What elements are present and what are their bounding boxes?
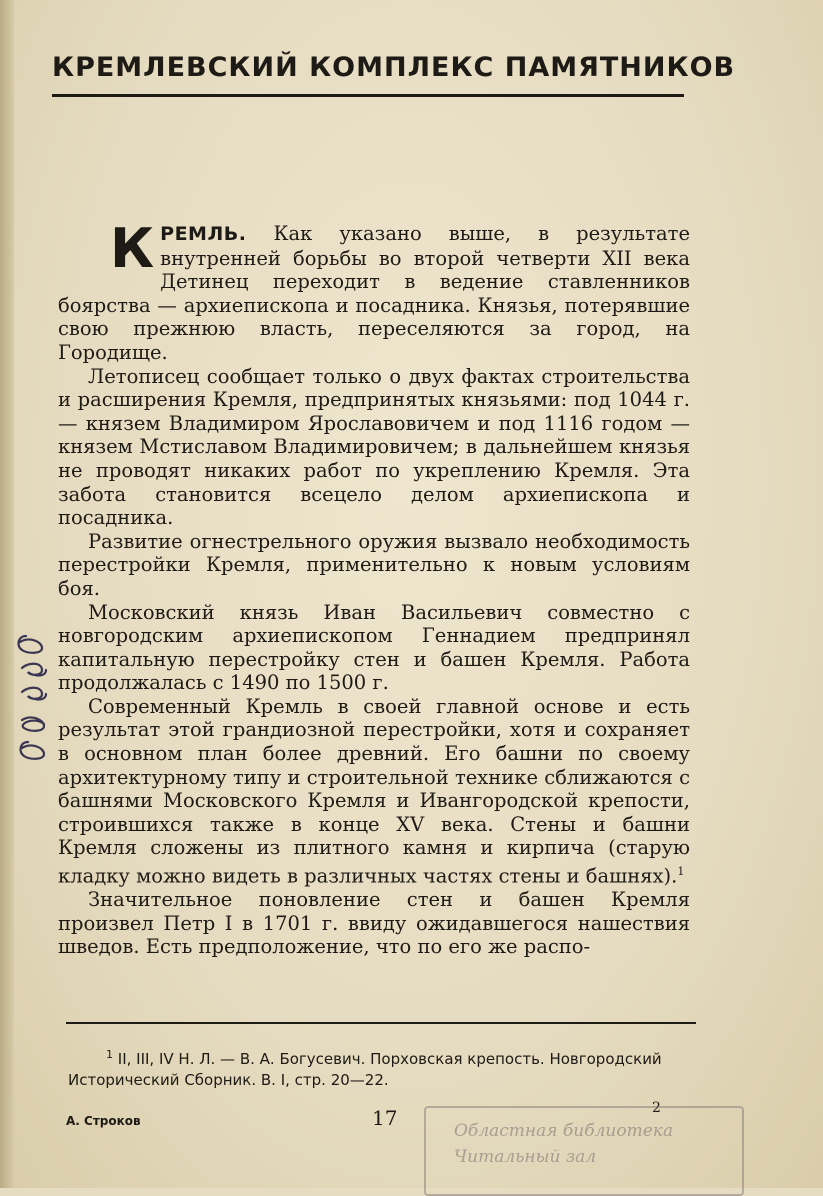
footnote-rule — [66, 1022, 696, 1024]
stamp-line-2: Читальный зал — [454, 1147, 597, 1167]
handwritten-inventory-number — [8, 632, 58, 772]
page-number: 17 — [372, 1106, 398, 1130]
paragraph-5-text: Современный Кремль в своей главной основе и есть результат этой грандиозной перестройки, хотя и сохраняет в основном план более древний. Его башни по своему архитектурному типу и строительной технике сближаются с башнями Московского Кремля и Ивангородской крепости, строившихся также в конце XV века. Стены и башни Кремля сложены из плитного камня и кирпича (старую кладку можно видеть в различных частях стены и башнях). — [58, 694, 690, 888]
dropcap-letter: К — [110, 217, 155, 280]
signature-mark: 2 — [652, 1100, 661, 1116]
paragraph-6: Значительное поновление стен и башен Кремля произвел Петр I в 1701 г. ввиду ожидавшегося нашествия шведов. Есть предположение, что по его же распо- — [58, 888, 690, 959]
chapter-header: КРЕМЛЕВСКИЙ КОМПЛЕКС ПАМЯТНИКОВ — [52, 52, 736, 83]
stamp-line-1: Областная библиотека — [454, 1121, 674, 1141]
paragraph-1 — [58, 217, 690, 365]
page-edge-shadow — [0, 0, 14, 1188]
main-text — [58, 217, 690, 959]
header-rule — [52, 94, 684, 97]
paragraph-4: Московский князь Иван Васильевич совместно с новгородским архиепископом Геннадием предпринял капитальную перестройку стен и башен Кремля. Работа продолжалась с 1490 по 1500 г. — [58, 600, 690, 695]
footnote-mark: 1 — [106, 1048, 113, 1061]
paragraph-2: Летописец сообщает только о двух фактах строительства и расширения Кремля, предпринятых князьями: под 1044 г. — князем Владимиром Ярославовичем и под 1116 годом — князем Мстиславом Владимировичем; в дальнейшем князья не проводят никаких работ по укреплению Кремля. Эта забота становится всецело делом архиепископа и посадника. — [58, 364, 690, 530]
paragraph-3: Развитие огнестрельного оружия вызвало необходимость перестройки Кремля, применительно к новым условиям боя. — [58, 529, 690, 600]
paragraph-5 — [58, 695, 690, 888]
footnote — [68, 1044, 700, 1091]
paragraph-1-text: Как указано выше, в результате внутренней борьбы во второй четверти XII века Детинец переходит в ведение ставленников боярства — архиепископа и посадника. Князья, потерявшие свою прежнюю власть, переселяются за город, на Городище. — [58, 222, 690, 364]
library-stamp — [424, 1106, 744, 1196]
author-name: А. Строков — [66, 1114, 141, 1128]
lead-word: РЕМЛЬ. — [160, 223, 247, 245]
footnote-ref: 1 — [677, 865, 685, 879]
footnote-text: II, III, IV Н. Л. — В. А. Богусевич. Порховская крепость. Новгородский Исторический Сборник. В. I, стр. 20—22. — [68, 1050, 662, 1089]
